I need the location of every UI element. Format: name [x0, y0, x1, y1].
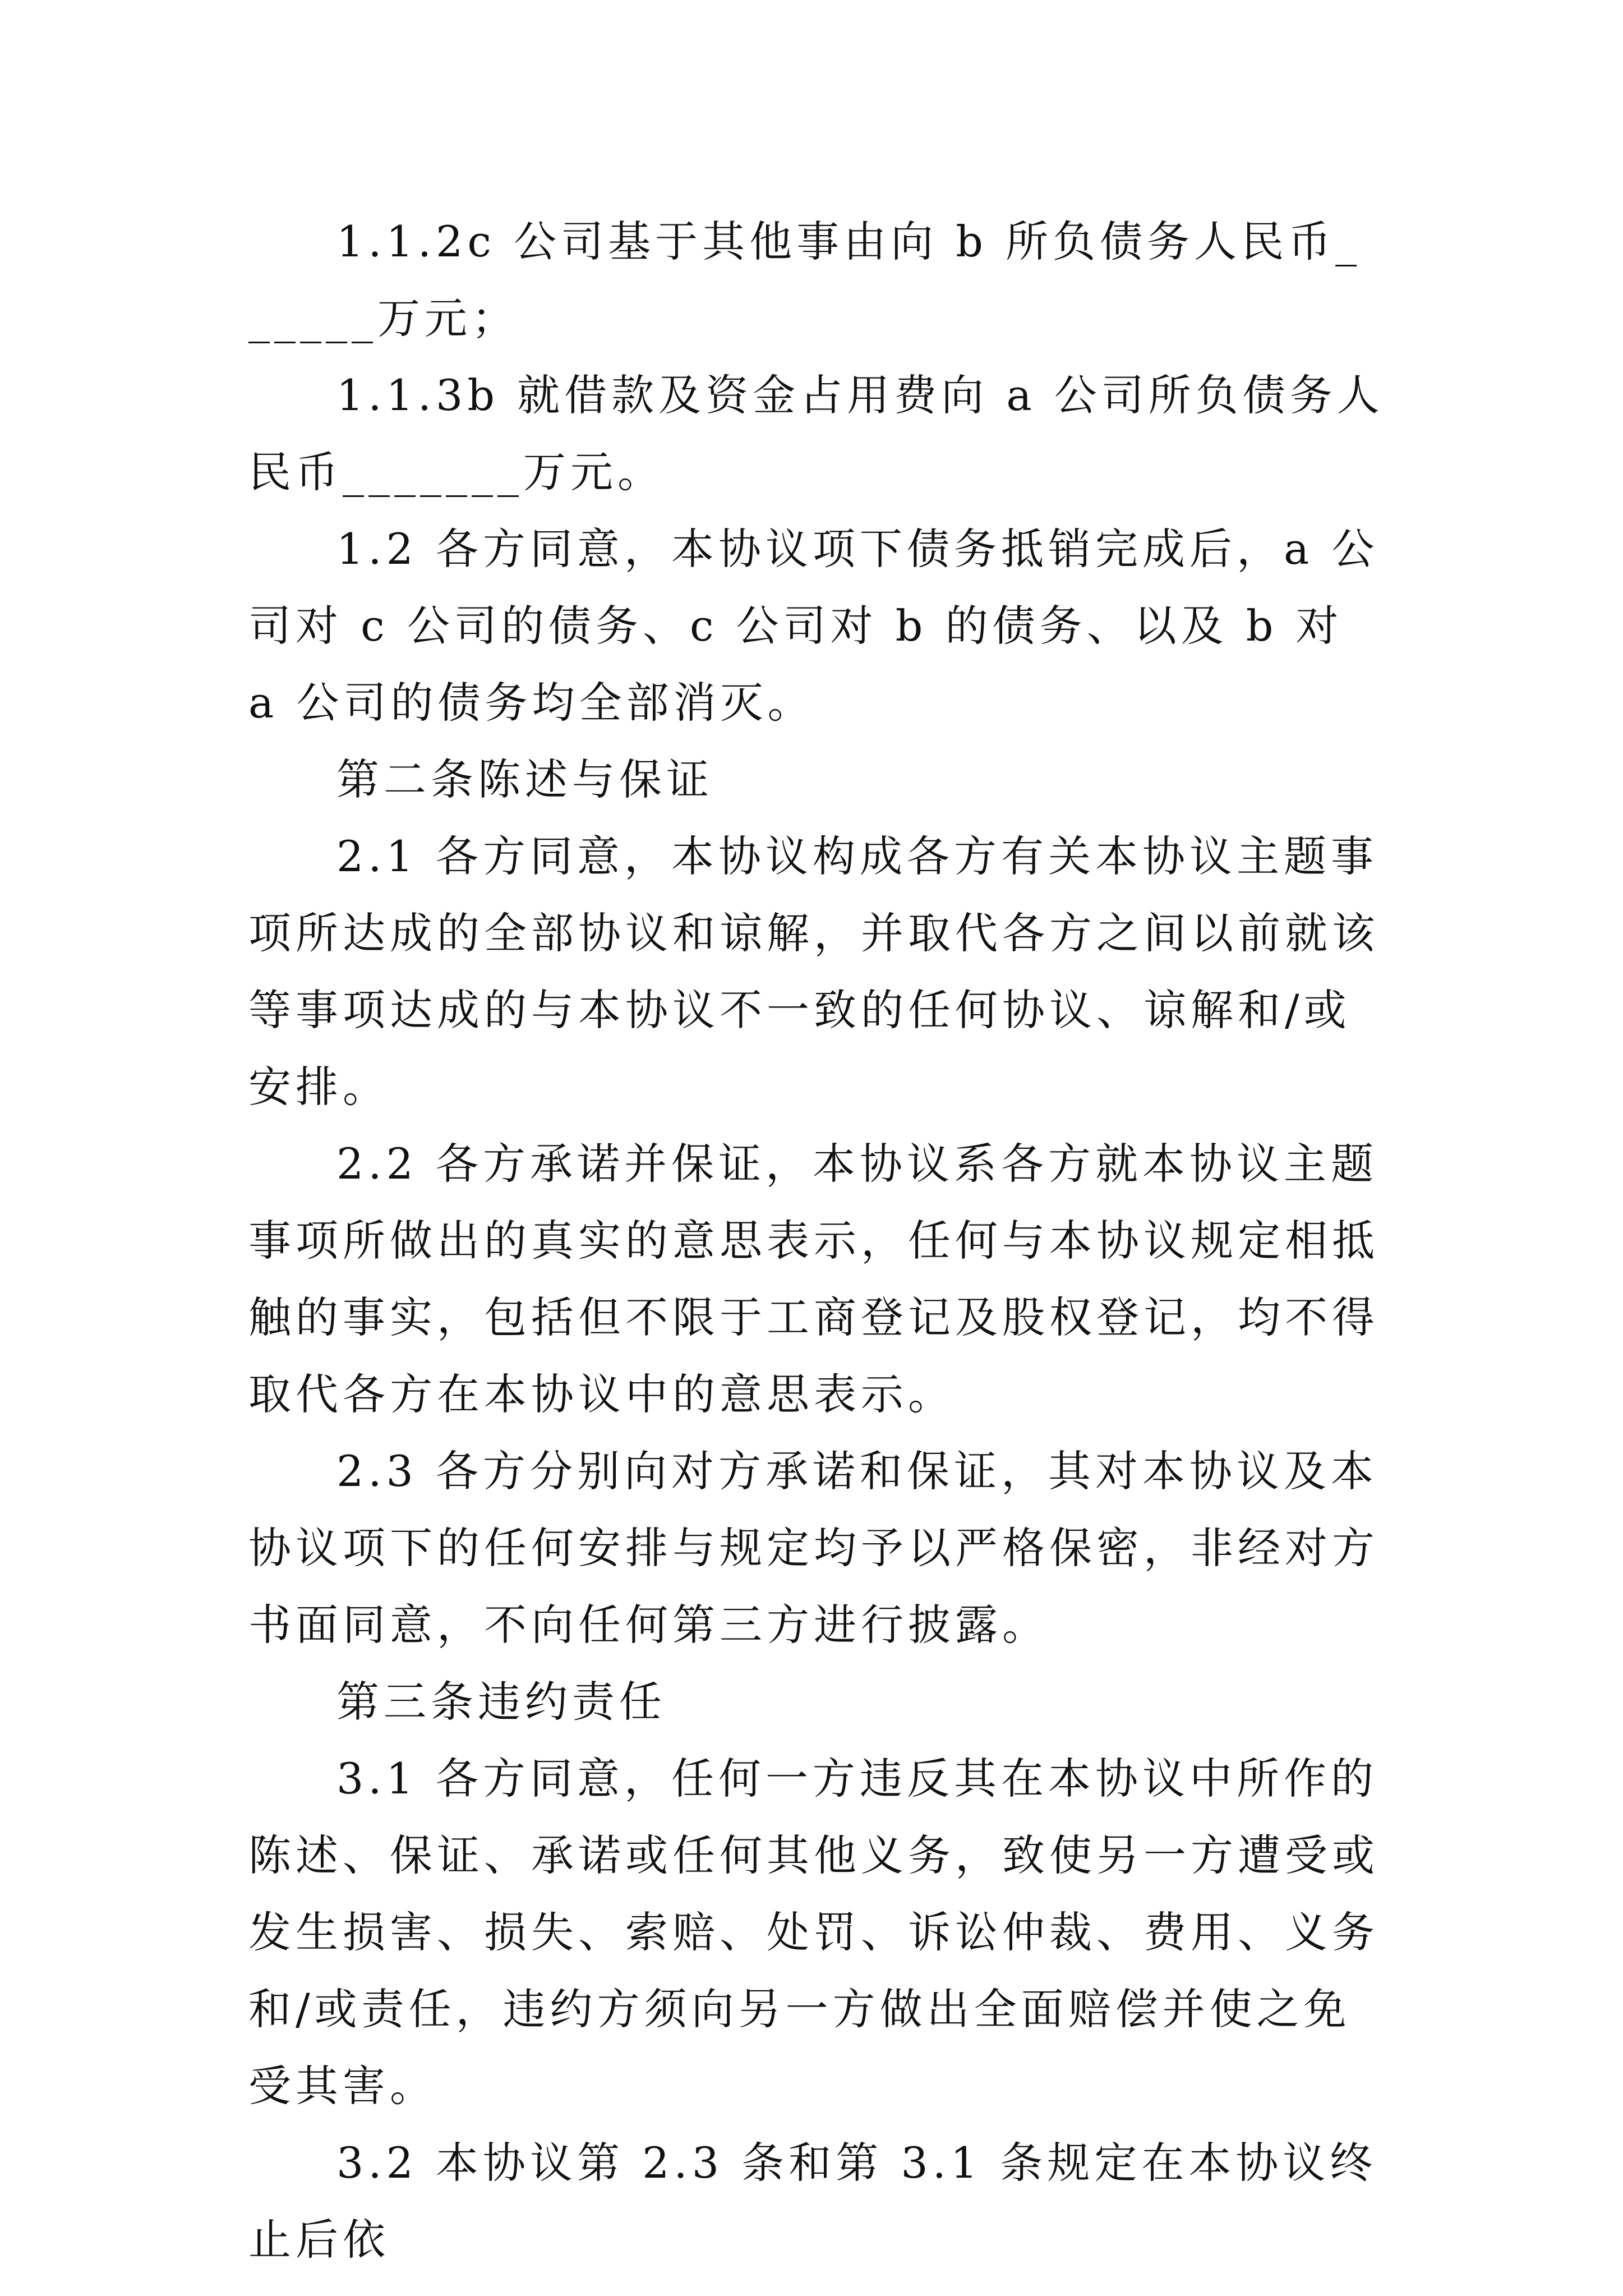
clause-2-1: 2.1 各方同意，本协议构成各方有关本协议主题事项所达成的全部协议和谅解，并取代各方之间以前就该等事项达成的与本协议不一致的任何协议、谅解和/或安排。	[248, 831, 1379, 1112]
clause-2-2: 2.2 各方承诺并保证，本协议系各方就本协议主题事项所做出的真实的意思表示，任何与本协议规定相抵触的事实，包括但不限于工商登记及股权登记，均不得取代各方在本协议中的意思表示。	[248, 1139, 1379, 1419]
clause-1-2: 1.2 各方同意，本协议项下债务抵销完成后，a 公司对 c 公司的债务、c 公司对 b 的债务、以及 b 对 a 公司的债务均全部消灭。	[248, 524, 1379, 728]
clause-1-1-3: 1.1.3b 就借款及资金占用费向 a 公司所负债务人民币_______万元。	[248, 370, 1384, 497]
clause-2-3: 2.3 各方分别向对方承诺和保证，其对本协议及本协议项下的任何安排与规定均予以严格保密，非经对方书面同意，不向任何第三方进行披露。	[248, 1446, 1379, 1650]
article-2-heading: 第二条陈述与保证	[336, 754, 713, 804]
clause-1-1-2: 1.1.2c 公司基于其他事由向 b 所负债务人民币______万元；	[248, 217, 1362, 343]
clause-3-2: 3.2 本协议第 2.3 条和第 3.1 条规定在本协议终止后依	[248, 2138, 1377, 2265]
document-body	[248, 203, 1385, 2278]
clause-3-1: 3.1 各方同意，任何一方违反其在本协议中所作的陈述、保证、承诺或任何其他义务，致使另一方遭受或发生损害、损失、索赔、处罚、诉讼仲裁、费用、义务和/或责任，违约方须向另一方做出全面赔偿并使之免受其害。	[248, 1754, 1379, 2111]
article-3-heading: 第三条违约责任	[336, 1677, 666, 1727]
